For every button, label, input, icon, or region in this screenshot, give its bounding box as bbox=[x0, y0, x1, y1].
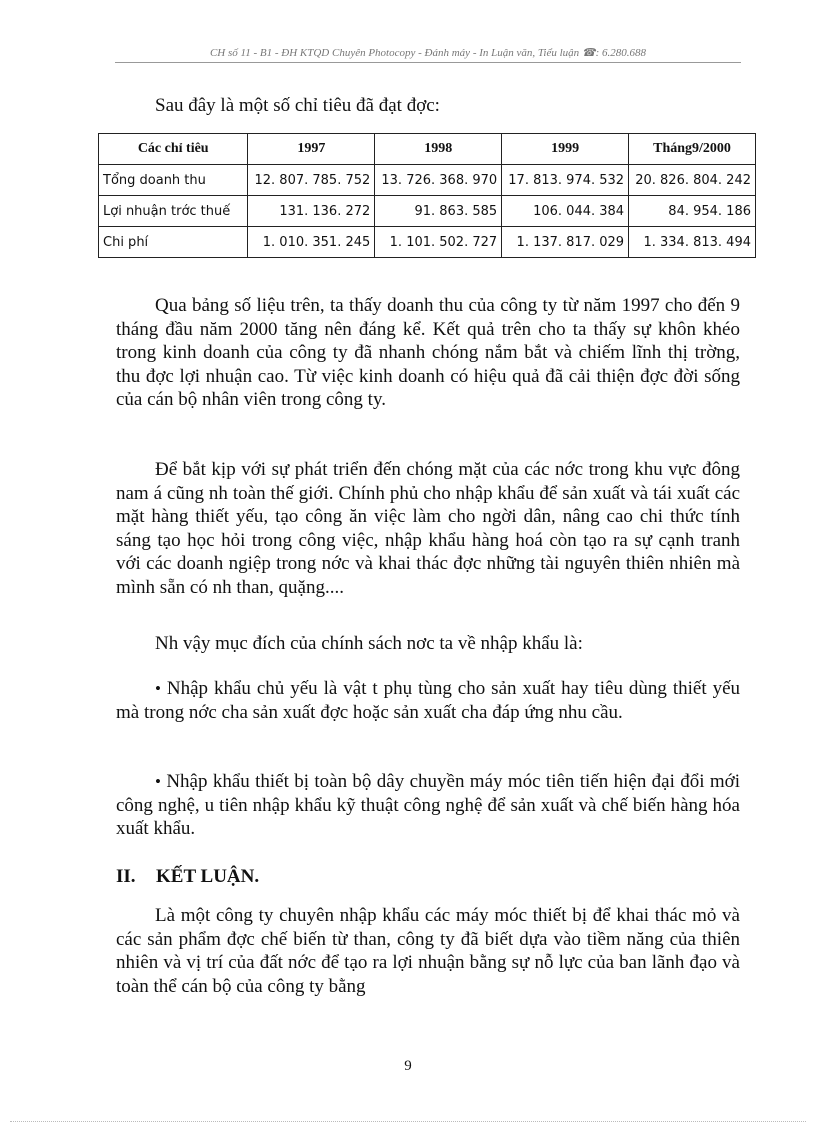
page-header: CH số 11 - B1 - ĐH KTQD Chuyên Photocopy - Đánh máy - In Luận văn, Tiểu luận ☎: 6.280.688 bbox=[209, 47, 647, 59]
table-cell: 12. 807. 785. 752 bbox=[248, 165, 375, 196]
table-row bbox=[99, 227, 756, 258]
bullet-text: Nhập khẩu thiết bị toàn bộ dây chuyền máy móc tiên tiến hiện đại đổi mới công nghệ, u tiên nhập khẩu kỹ thuật công nghệ để sản xuất và chế biến hàng hóa xuất khẩu. bbox=[116, 771, 740, 839]
table-header-cell: Các chỉ tiêu bbox=[99, 134, 248, 165]
table-cell: 1. 010. 351. 245 bbox=[248, 227, 375, 258]
row-label: Chi phí bbox=[99, 227, 248, 258]
section-title: KẾT LUẬN. bbox=[156, 866, 260, 887]
table-header-cell: 1998 bbox=[375, 134, 502, 165]
table-cell: 13. 726. 368. 970 bbox=[375, 165, 502, 196]
table-cell: 1. 137. 817. 029 bbox=[502, 227, 629, 258]
footer-rule bbox=[10, 1121, 806, 1122]
section-number: II. bbox=[116, 866, 136, 887]
bullet-item bbox=[116, 770, 740, 841]
bullet-text: Nhập khẩu chủ yếu là vật t phụ tùng cho sản xuất hay tiêu dùng thiết yếu mà trong nớc cha sản xuất đợc hoặc sản xuất cha đáp ứng nhu cầu. bbox=[116, 678, 740, 723]
table-cell: 91. 863. 585 bbox=[375, 196, 502, 227]
bullet-icon: • bbox=[155, 772, 161, 791]
header-rule bbox=[115, 62, 741, 63]
row-label: Tổng doanh thu bbox=[99, 165, 248, 196]
paragraph-conclusion bbox=[116, 904, 740, 998]
table-row bbox=[99, 165, 756, 196]
table-header-row bbox=[99, 134, 756, 165]
bullet-item bbox=[116, 677, 740, 724]
page-number: 9 bbox=[404, 1058, 412, 1074]
row-label: Lợi nhuận trớc thuế bbox=[99, 196, 248, 227]
table-cell: 1. 101. 502. 727 bbox=[375, 227, 502, 258]
table-cell: 1. 334. 813. 494 bbox=[629, 227, 756, 258]
table-header-cell: 1997 bbox=[248, 134, 375, 165]
paragraph-text: Nh vậy mục đích của chính sách nơc ta về nhập khẩu là: bbox=[155, 633, 583, 654]
table-row bbox=[99, 196, 756, 227]
table-cell: 17. 813. 974. 532 bbox=[502, 165, 629, 196]
table-cell: 20. 826. 804. 242 bbox=[629, 165, 756, 196]
paragraph-text: Là một công ty chuyên nhập khẩu các máy móc thiết bị để khai thác mỏ và các sản phẩm đợc chế biến từ than, công ty đã biết dựa vào tiềm năng của thiên nhiên và vị trí của đất nớc để tạo ra lợi nhuận bằng sự nỗ lực của ban lãnh đạo và toàn thể cán bộ của công ty bằng bbox=[116, 905, 740, 997]
intro-text: Sau đây là một số chỉ tiêu đã đạt đợc: bbox=[155, 95, 440, 116]
paragraph-text: Qua bảng số liệu trên, ta thấy doanh thu của công ty từ năm 1997 cho đến 9 tháng đầu năm 2000 tăng nên đáng kể. Kết quả trên cho ta thấy sự khôn khéo trong kinh doanh của công ty đã nhanh chóng nắm bắt và chiếm lĩnh thị trờng, thu đợc lợi nhuận cao. Từ việc kinh doanh có hiệu quả đã cải thiện đợc đời sống của cán bộ nhân viên trong công ty. bbox=[116, 295, 740, 410]
paragraph-revenue bbox=[116, 294, 740, 412]
paragraph-development bbox=[116, 458, 740, 599]
table-cell: 84. 954. 186 bbox=[629, 196, 756, 227]
paragraph-text: Để bắt kịp với sự phát triển đến chóng mặt của các nớc trong khu vực đông nam á cũng nh toàn thế giới. Chính phủ cho nhập khẩu để sản xuất và tái xuất các mặt hàng thiết yếu, tạo công ăn việc làm cho ngời dân, nâng cao chi thức tính sáng tạo học hỏi trong công việc, nhập khẩu hàng hoá còn tạo ra sự cạnh tranh với các doanh ngiệp trong nớc và khai thác đợc những tài nguyên thiên nhiên mà mình sẵn có nh than, quặng.... bbox=[116, 459, 740, 598]
table-cell: 131. 136. 272 bbox=[248, 196, 375, 227]
table-cell: 106. 044. 384 bbox=[502, 196, 629, 227]
bullet-icon: • bbox=[155, 679, 161, 698]
section-heading bbox=[116, 866, 259, 888]
table-header-cell: 1999 bbox=[502, 134, 629, 165]
paragraph-purpose bbox=[116, 632, 740, 656]
table-header-cell: Tháng9/2000 bbox=[629, 134, 756, 165]
indicators-table bbox=[98, 133, 756, 258]
